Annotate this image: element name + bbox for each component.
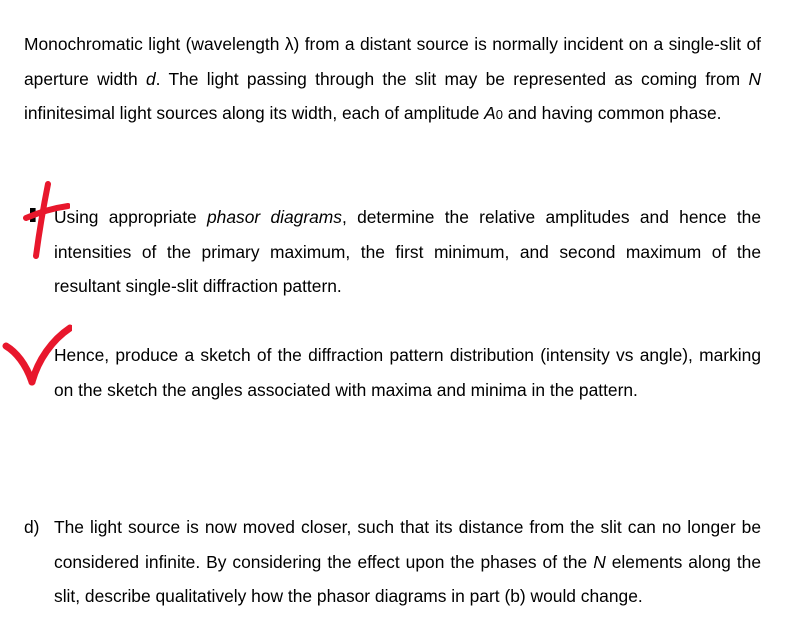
- part-d-label: d): [24, 517, 40, 537]
- intro-text-5: and having common phase.: [502, 103, 722, 123]
- n-symbol-d: N: [593, 551, 606, 572]
- intro-text-1: Monochromatic light (wavelength: [24, 34, 285, 54]
- part-d-text-2: elements along the slit, describe qualitatively how the phasor diagrams in part (b) would change.: [54, 551, 761, 606]
- part-b-paragraph: [54, 200, 761, 304]
- part-b-text-1: Using appropriate: [54, 207, 207, 227]
- label-b-fragment: [30, 208, 44, 222]
- intro-paragraph: [24, 27, 761, 133]
- part-c-text: Hence, produce a sketch of the diffraction pattern distribution (intensity vs angle), marking on the sketch the angles associated with maxima and minima in the pattern.: [54, 345, 761, 400]
- amplitude-symbol: A: [484, 103, 496, 123]
- part-b-emphasis: phasor diagrams: [207, 207, 342, 227]
- part-d-paragraph: [54, 510, 761, 614]
- part-b-text-2: , determine the relative amplitudes and hence the intensities of the primary maximum, the first minimum, and second maximum of the resultant single-slit diffraction pattern.: [54, 207, 761, 296]
- slit-width-symbol: d: [145, 68, 156, 89]
- intro-text-3: . The light passing through the slit may be represented as coming from: [155, 68, 749, 89]
- amplitude-subscript: 0: [495, 107, 503, 122]
- n-symbol: N: [748, 68, 761, 89]
- lambda-symbol: λ: [284, 34, 294, 54]
- intro-text-4: infinitesimal light sources along its width, each of amplitude: [24, 103, 485, 123]
- part-c-paragraph: [54, 338, 761, 407]
- intro-text-2: ) from a distant source is normally incident on a single-slit of aperture width: [24, 34, 761, 89]
- part-d-text-1: The light source is now moved closer, such that its distance from the slit can no longer be considered infinite. By considering the effect upon the phases of the: [54, 517, 761, 572]
